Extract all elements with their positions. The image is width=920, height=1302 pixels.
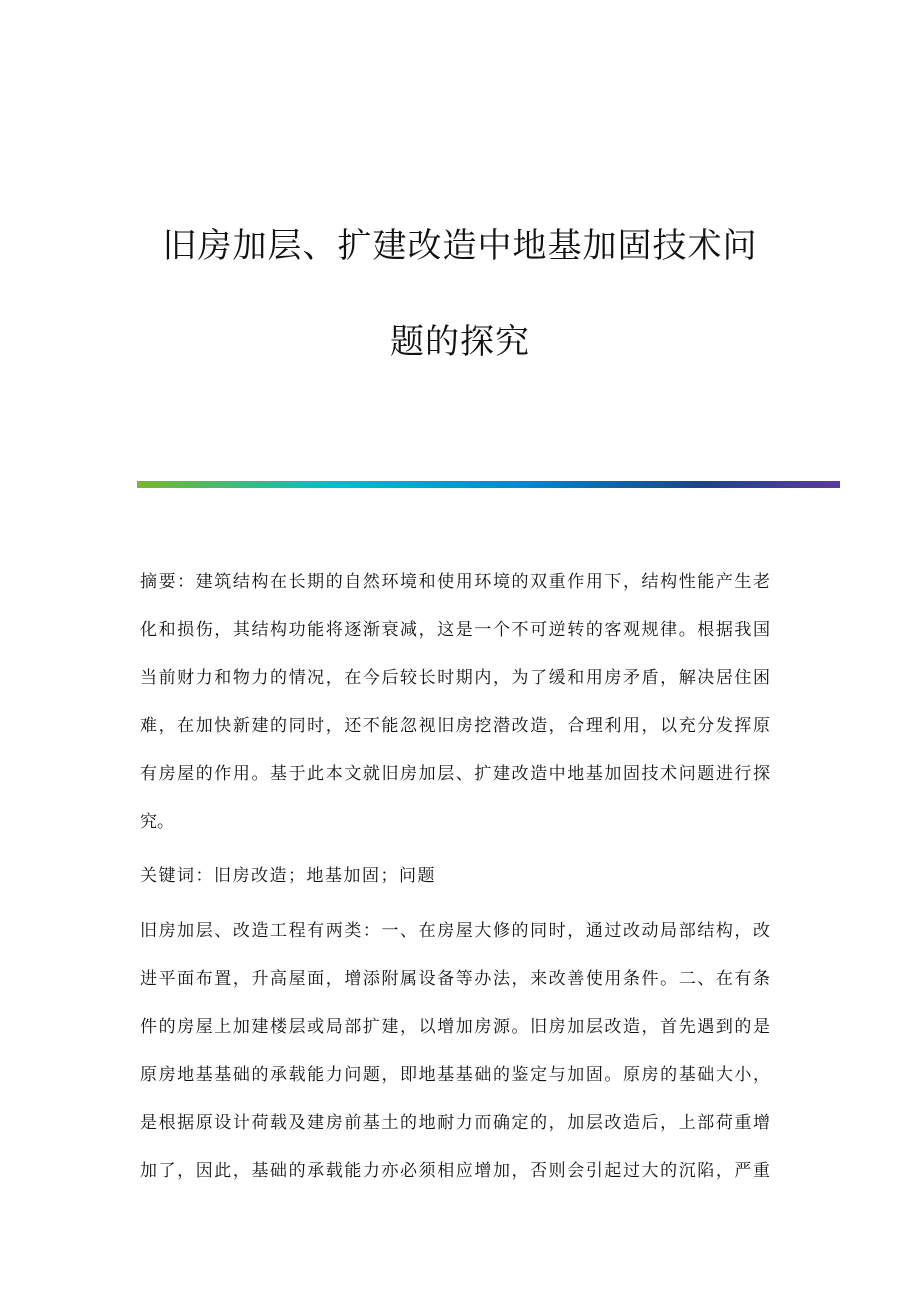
abstract-line: 有房屋的作用。基于此本文就旧房加层、扩建改造中地基加固技术问题进行探 bbox=[140, 764, 770, 784]
abstract-line: 当前财力和物力的情况，在今后较长时期内，为了缓和用房矛盾，解决居住困 bbox=[140, 668, 770, 688]
body-line: 加了，因此，基础的承载能力亦必须相应增加，否则会引起过大的沉陷，严重 bbox=[140, 1161, 770, 1181]
document-title-line-2: 题的探究 bbox=[390, 322, 530, 362]
keywords: 关键词：旧房改造；地基加固；问题 bbox=[140, 866, 436, 886]
abstract-line: 究。 bbox=[140, 812, 174, 832]
body-line: 旧房加层、改造工程有两类：一、在房屋大修的同时，通过改动局部结构，改 bbox=[140, 921, 770, 941]
body-line: 是根据原设计荷载及建房前基土的地耐力而确定的，加层改造后，上部荷重增 bbox=[140, 1113, 770, 1133]
abstract-line: 摘要：建筑结构在长期的自然环境和使用环境的双重作用下，结构性能产生老 bbox=[140, 572, 770, 592]
body-line: 件的房屋上加建楼层或局部扩建，以增加房源。旧房加层改造，首先遇到的是 bbox=[140, 1017, 770, 1037]
body-line: 原房地基基础的承载能力问题，即地基基础的鉴定与加固。原房的基础大小， bbox=[140, 1065, 770, 1085]
abstract-line: 难，在加快新建的同时，还不能忽视旧房挖潜改造，合理利用，以充分发挥原 bbox=[140, 716, 770, 736]
gradient-divider bbox=[137, 481, 840, 488]
body-line: 进平面布置，升高屋面，增添附属设备等办法，来改善使用条件。二、在有条 bbox=[140, 969, 770, 989]
document-title-line-1: 旧房加层、扩建改造中地基加固技术问 bbox=[162, 226, 758, 266]
abstract-line: 化和损伤，其结构功能将逐渐衰减，这是一个不可逆转的客观规律。根据我国 bbox=[140, 620, 770, 640]
